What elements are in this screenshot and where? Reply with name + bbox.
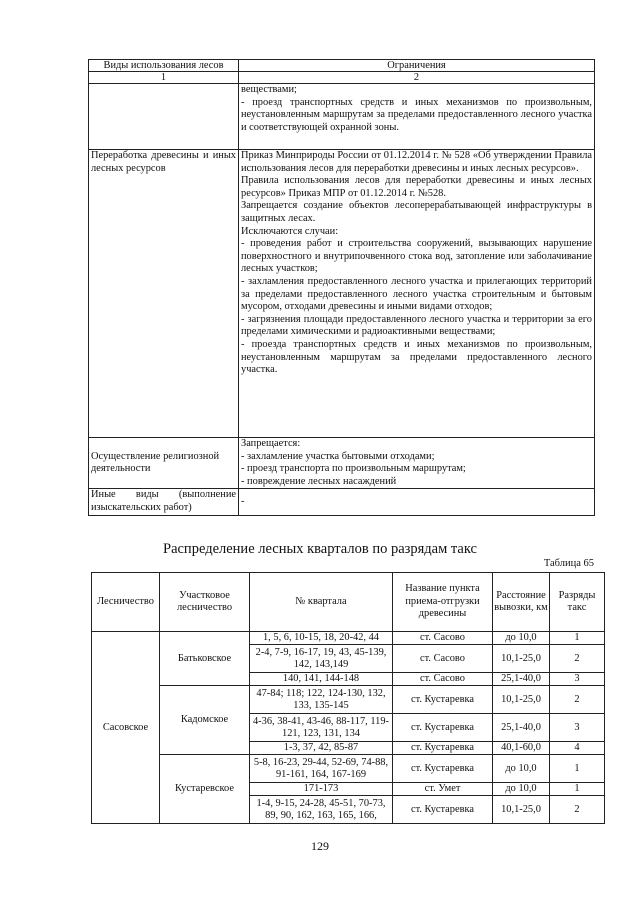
header-restrictions: Ограничения [239,60,595,72]
district-cell: Кадомское [160,686,250,755]
distance-cell: 25,1-40,0 [493,673,550,686]
point-cell: ст. Сасово [393,673,493,686]
rank-cell: 2 [550,796,605,824]
table-row [89,150,595,438]
table-row [89,84,595,150]
restriction-line: - проезда транспортных средств и иных механизмов по произвольным, неустановленным маршрутам за пределами предоставленного лесного участка. [241,338,592,376]
rank-cell: 2 [550,645,605,673]
header-usage-types: Виды использования лесов [89,60,239,72]
table-number-row [89,72,595,84]
point-cell: ст. Кустаревка [393,742,493,755]
column-number-2: 2 [239,72,595,84]
usage-cell [89,84,239,150]
quarter-cell: 171-173 [250,783,393,796]
rank-cell: 1 [550,632,605,645]
restriction-line: веществами; [241,84,297,95]
distance-cell: 10,1-25,0 [493,645,550,673]
table-row [89,438,595,489]
point-cell: ст. Кустаревка [393,686,493,714]
district-cell: Батьковское [160,632,250,686]
quarter-cell: 1, 5, 6, 10-15, 18, 20-42, 44 [250,632,393,645]
restriction-line: - повреждение лесных насаждений [241,475,397,487]
quarter-cell: 2-4, 7-9, 16-17, 19, 43, 45-139, 142, 143,149 [250,645,393,673]
point-cell: ст. Кустаревка [393,714,493,742]
header-rank: Разряды такс [550,573,605,632]
distance-cell: до 10,0 [493,755,550,783]
rank-cell: 2 [550,686,605,714]
rank-cell: 3 [550,714,605,742]
restriction-cell [239,438,595,489]
restriction-line: - проведения работ и строительства сооружений, вызывающих нарушение поверхностного и внутрипочвенного стока вод, затопление или заболачивание лесных участков; [241,238,592,275]
restriction-line: - проезд транспортных средств и иных механизмов по произвольным, неустановленным маршрутам за пределами предоставленного лесного участка и соответствующей охранной зоны. [241,96,592,133]
tax-rank-table [91,572,605,824]
table-row [92,632,605,645]
quarter-cell: 1-4, 9-15, 24-28, 45-51, 70-73, 89, 90, 162, 163, 165, 166, [250,796,393,824]
usage-cell: Иные виды (выполнение изыскательских работ) [89,489,239,515]
district-cell: Кустаревское [160,755,250,824]
restriction-line: Запрещается создание объектов лесоперерабатывающей инфраструктуры в защитных лесах. [241,200,592,224]
rank-cell: 4 [550,742,605,755]
header-point: Название пункта приема-отгрузки древесины [393,573,493,632]
distance-cell: 10,1-25,0 [493,796,550,824]
restriction-line: Приказ Минприроды России от 01.12.2014 г. № 528 «Об утверждении Правила использования лесов для переработки древесины и иных лесных ресурсов». [241,150,592,174]
header-quarter: № квартала [250,573,393,632]
header-forestry: Лесничество [92,573,160,632]
distance-cell: до 10,0 [493,632,550,645]
restriction-line: - проезд транспорта по произвольным маршрутам; [241,463,466,475]
header-district: Участковое лесничество [160,573,250,632]
table-header-row [92,573,605,632]
distance-cell: 25,1-40,0 [493,714,550,742]
restriction-line: - загрязнения площади предоставленного лесного участка и территории за его пределами химическими и радиоактивными веществами; [241,313,592,338]
quarter-cell: 1-3, 37, 42, 85-87 [250,742,393,755]
rank-cell: 3 [550,673,605,686]
quarter-cell: 4-36, 38-41, 43-46, 88-117, 119-121, 123, 131, 134 [250,714,393,742]
page-number: 129 [311,839,329,853]
table-row [92,755,605,783]
table-header-row [89,60,595,72]
quarter-cell: 140, 141, 144-148 [250,673,393,686]
usage-cell: Переработка древесины и иных лесных ресурсов [89,150,239,438]
restriction-line: Исключаются случаи: [241,225,339,237]
point-cell: ст. Сасово [393,632,493,645]
point-cell: ст. Сасово [393,645,493,673]
restriction-line: - захламления предоставленного лесного участка и прилегающих территорий за пределами предоставленного лесного участка строительным и бытовым мусором, отходами древесины и иными видами отходов; [241,275,592,313]
restrictions-table [88,59,595,516]
section-heading: Распределение лесных кварталов по разрядам такс [163,541,477,557]
table-label: Таблица 65 [543,558,594,569]
restriction-cell [239,150,595,438]
forestry-cell: Сасовское [92,632,160,824]
column-number-1: 1 [89,72,239,84]
restriction-line: Правила использования лесов для переработки древесины и иных лесных ресурсов» Приказ МПР от 01.12.2014 г. №528. [241,175,592,199]
quarter-cell: 47-84; 118; 122, 124-130, 132, 133, 135-145 [250,686,393,714]
restriction-line: - захламление участка бытовыми отходами; [241,450,435,462]
quarter-cell: 5-8, 16-23, 29-44, 52-69, 74-88, 91-161, 164, 167-169 [250,755,393,783]
rank-cell: 1 [550,755,605,783]
rank-cell: 1 [550,783,605,796]
restriction-line: Запрещается: [241,438,301,449]
table-row [92,686,605,714]
point-cell: ст. Кустаревка [393,755,493,783]
restriction-cell: - [239,489,595,515]
point-cell: ст. Умет [393,783,493,796]
distance-cell: 40,1-60,0 [493,742,550,755]
header-distance: Расстояние вывозки, км [493,573,550,632]
distance-cell: 10,1-25,0 [493,686,550,714]
table-row [89,489,595,515]
restriction-cell [239,84,595,150]
usage-cell: Осуществление религиозной деятельности [89,438,239,489]
distance-cell: до 10,0 [493,783,550,796]
point-cell: ст. Кустаревка [393,796,493,824]
